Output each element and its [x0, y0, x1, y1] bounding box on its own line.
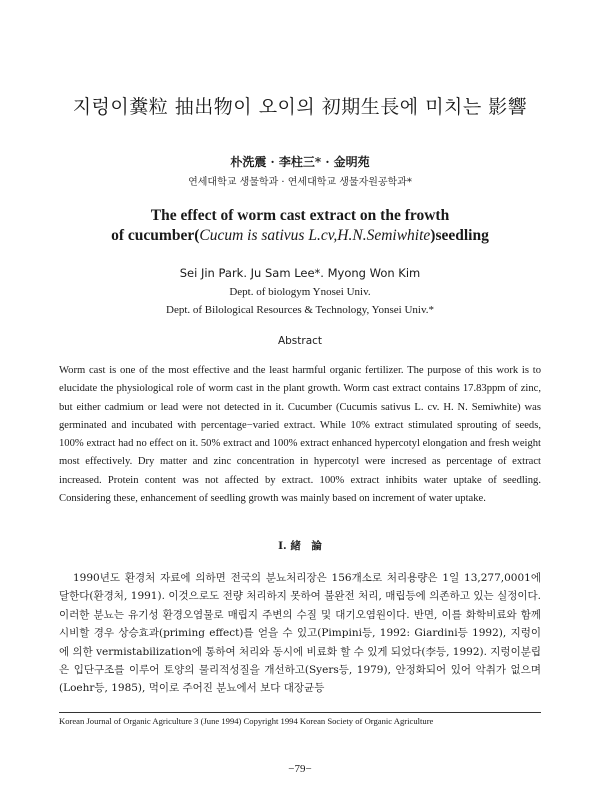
footnote-divider [59, 712, 541, 713]
english-affiliation-2: Dept. of Bilological Resources & Technology, Yonsei Univ.* [166, 304, 434, 316]
korean-authors: 朴洗震 · 李柱三* · 金明苑 [230, 155, 370, 169]
english-title [0, 206, 600, 246]
english-affiliation-1: Dept. of biologym Ynosei Univ. [229, 286, 371, 298]
english-title-line1: The effect of worm cast extract on the frowth [150, 207, 450, 224]
korean-affiliation: 연세대학교 생물학과 · 연세대학교 생물자원공학과* [188, 177, 412, 188]
english-authors: Sei Jin Park. Ju Sam Lee*. Myong Won Kim [179, 266, 421, 280]
abstract-heading: Abstract [277, 335, 323, 347]
page-number: −79− [288, 763, 312, 775]
english-title-line2-prefix: of cucumber( [111, 227, 200, 244]
section-heading-introduction: Ⅰ. 緒 論 [278, 540, 322, 552]
journal-footnote: Korean Journal of Organic Agriculture 3 (June 1994) Copyright 1994 Korean Society of Organic Agriculture [59, 716, 434, 726]
english-title-line2-suffix: )seedling [430, 227, 489, 244]
introduction-text: 1990년도 환경처 자료에 의하면 전국의 분뇨처리장은 156개소로 처리용량은 1일 13,277,0001에 달한다(환경처, 1991). 이것으로도 전량 처리하지 못하여 불완전 처리, 매립등에 의존하고 있는 실정이다. 이러한 분뇨는 유기성 환경오염물로 매립지 주변의 수질 및 대기오염원이다. 반면, 이를 화학비료와 함께 시비할 경우 상승효과(priming effect)를 얻을 수 있고(Pimpini등, 1992: Giardini등 1992), 지렁이에 의한 vermistabilization에 통하여 처리와 동시에 비료화 할 수 있게 되었다(李등, 1992). 지렁이분립은 입단구조를 이루어 토양의 물리적성질을 개선하고(Syers등, 1979), 안정화되어 있어 악취가 없으며(Loehr등, 1985), 먹이로 주어진 분뇨에서 보다 대장균등 [59, 572, 541, 695]
korean-title: 지렁이糞粒 抽出物이 오이의 初期生長에 미치는 影響 [72, 96, 528, 118]
english-title-species: Cucum is sativus L.cv,H.N.Semiwhite [199, 227, 431, 244]
abstract-text: Worm cast is one of the most effective and the least harmful organic fertilizer. The purpose of this work is to elucidate the physiological role of worm cast in the plant growth. Worm cast extract contains 17.83ppm of zinc, but either cadmium or lead were not detected in it. Cucumber (Cucumis sativus L. cv. H. N. Semiwhite) was germinated and incubated with percentage−varied extract. While 10% extract stimulated sprouting of seeds, 100% extract had no effect on it. 50% extract and 100% extract enhanced hypercotyl elongation and fresh weight most effectively. Dry matter and zinc concentration in hypercotyl were incresed as percentage of extract increased. Protein content was not affected by extract. 100% extract inhibits water uptake of seedling. Considering these, enhancement of seedling growth was mainly based on increment of water uptake. [59, 365, 541, 505]
